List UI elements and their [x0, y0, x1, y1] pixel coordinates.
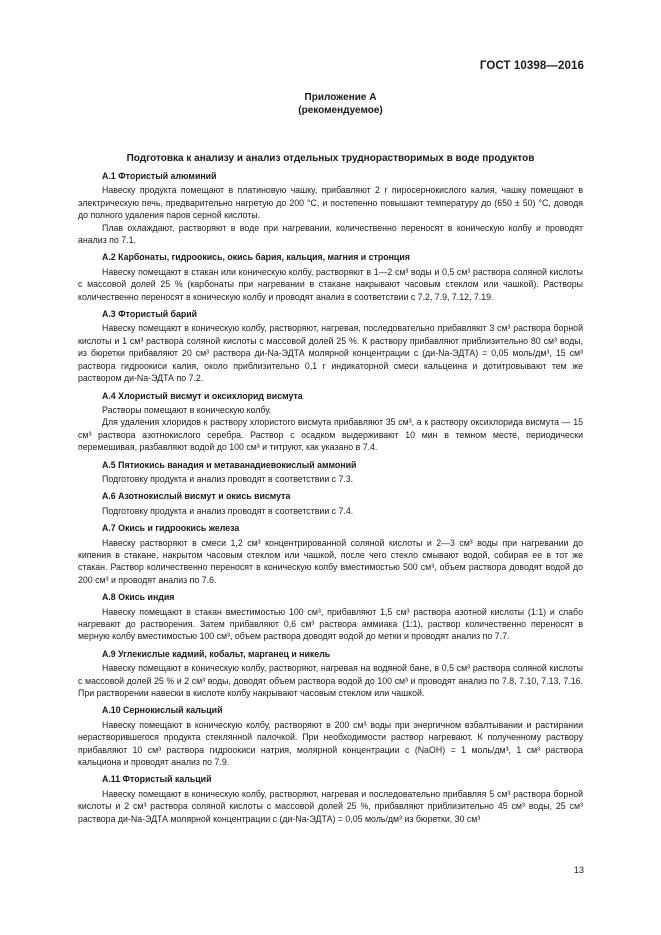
section-paragraph: Подготовку продукта и анализ проводят в соответствии с 7.3. — [102, 473, 354, 484]
section-paragraph: Навеску помещают в стакан или коническую колбу, растворяют в 1—2 см³ воды и 0,5 см³ раствора соляной кислоты с массовой долей 25 % (карбонаты при нагревании в стакане накрывают часовым стеклом или чашкой). Растворы количественно переносят в коническую колбу и проводят анализ в соответствии с 7.2, 7.9, 7.12, 7.19. — [78, 266, 583, 302]
annex-subtitle: (рекомендуемое) — [298, 105, 383, 116]
section-heading: А.6 Азотнокислый висмут и окись висмута — [102, 491, 291, 502]
annex-title: Приложение А — [304, 92, 377, 103]
section-heading: А.11 Фтористый кальций — [102, 774, 212, 785]
section-heading: А.9 Углекислые кадмий, кобальт, марганец и никель — [102, 648, 331, 659]
section-heading: А.7 Окись и гидроокись железа — [102, 523, 240, 534]
section-heading: А.1 Фтористый алюминий — [102, 171, 217, 181]
section-paragraph: Навеску помещают в стакан вместимостью 100 см³, прибавляют 1,5 см³ раствора азотной кислоты (1:1) и слабо нагревают до растворения. Затем прибавляют 0,6 см³ раствора аммиака (1:1), раствор количественно переносят в мерную колбу вместимостью 100 см³, объем раствора доводят водой до метки и проводят анализ по 7.7. — [78, 606, 583, 642]
section-paragraph: Навеску продукта помещают в платиновую чашку, прибавляют 2 г пиросернокислого калия, чашку помещают в электрическую печь, предварительно нагретую до 200 °С, и постепенно повышают температуру до (650 ± 50) °С, доводя до полного удаления паров серной кислоты. — [78, 185, 583, 221]
section-heading: А.10 Сернокислый кальций — [102, 705, 223, 716]
section-paragraph: Плав охлаждают, растворяют в воде при нагревании, количественно переносят в коническую колбу и проводят анализ по 7.1. — [78, 222, 583, 246]
section-heading: А.8 Окись индия — [102, 592, 175, 603]
document-code: ГОСТ 10398—2016 — [479, 60, 584, 72]
section-paragraph: Навеску помещают в коническую колбу, растворяют в 200 см³ воды при энергичном взбалтывании и растирании нерастворившегося продукта стеклянной палочкой. При необходимости раствор нагревают. К полученному раствору прибавляют 10 см³ раствора гидроокиси натрия, молярной концентрации с (NaOH) = 1 моль/дм³, 1 см³ раствора кальциона и проводят анализ по 7.9. — [78, 719, 583, 768]
section-heading: А.3 Фтористый барий — [102, 309, 198, 320]
section-paragraph: Растворы помещают в коническую колбу. — [102, 404, 272, 415]
document-body — [78, 170, 583, 825]
section-paragraph: Навеску помещают в коническую колбу, растворяют, нагревая и последовательно прибавляя 5 см³ раствора борной кислоты и 2 см³ раствора соляной кислоты с массовой долей 25 %, прибавляют приблизительно 45 см³ воды, 25 см³ раствора ди-Na-ЭДТА молярной концентрации с (ди-Na-ЭДТА) = 0,05 моль/дм³ из бюретки, 30 см³ — [78, 788, 583, 824]
section-paragraph: Навеску растворяют в смеси 1,2 см³ концентрированной соляной кислоты и 2—3 см³ воды при нагревании до кипения в стакане, накрытом часовым стеклом или чашкой, после чего стекло смывают водой, собирая ее в тот же стакан. Раствор количественно переносят в коническую колбу вместимостью 500 см³, объем раствора доводят водой до 200 см³ и проводят анализ по 7.6. — [78, 537, 583, 585]
section-heading: А.2 Карбонаты, гидроокись, окись бария, кальция, магния и стронция — [102, 252, 410, 263]
section-heading: А.5 Пятиокись ванадия и метаванадиевокислый аммоний — [102, 459, 357, 470]
section-paragraph: Навеску помещают в коническую колбу, растворяют, нагревая на водяной бане, в 0,5 см³ раствора соляной кислоты с массовой долей 25 % и 2 см³ воды, доводят объем раствора водой до 100 см³ и проводят анализ по 7.8, 7.10, 7.13, 7.16. При растворении навески в кислоте колбу накрывают часовым стеклом или чашкой. — [78, 663, 583, 699]
section-paragraph: Подготовку продукта и анализ проводят в соответствии с 7.4. — [102, 505, 354, 516]
section-heading: А.4 Хлористый висмут и оксихлорид висмута — [102, 390, 303, 401]
section-paragraph: Для удаления хлоридов к раствору хлористого висмута прибавляют 35 см³, а к раствору оксихлорида висмута — 15 см³ раствора азотнокислого серебра. Раствор с осадком выдерживают 10 мин в темном месте, периодически перемешивая, разбавляют водой до 100 см³ и титруют, как указано в 7.4. — [78, 417, 583, 453]
annex-header — [0, 91, 661, 117]
page-number: 13 — [573, 865, 584, 875]
main-title: Подготовка к анализу и анализ отдельных труднорастворимых в воде продуктов — [126, 153, 535, 164]
section-paragraph: Навеску помещают в коническую колбу, растворяют, нагревая, последовательно прибавляют 3 см³ раствора борной кислоты и 1 см³ раствора соляной кислоты с массовой долей 25 %. К раствору прибавляют приблизительно 80 см³ воды, из бюретки прибавляют 20 см³ раствора ди-Na-ЭДТА молярной концентрации с (ди-Na-ЭДТА) = 0,05 моль/дм³, 15 см³ раствора гидроокиси калия, около приблизительно 0,1 г индикаторной смеси кальцеина и дотитровывают тем же раствором ди-Na-ЭДТА по 7.2. — [78, 323, 583, 384]
